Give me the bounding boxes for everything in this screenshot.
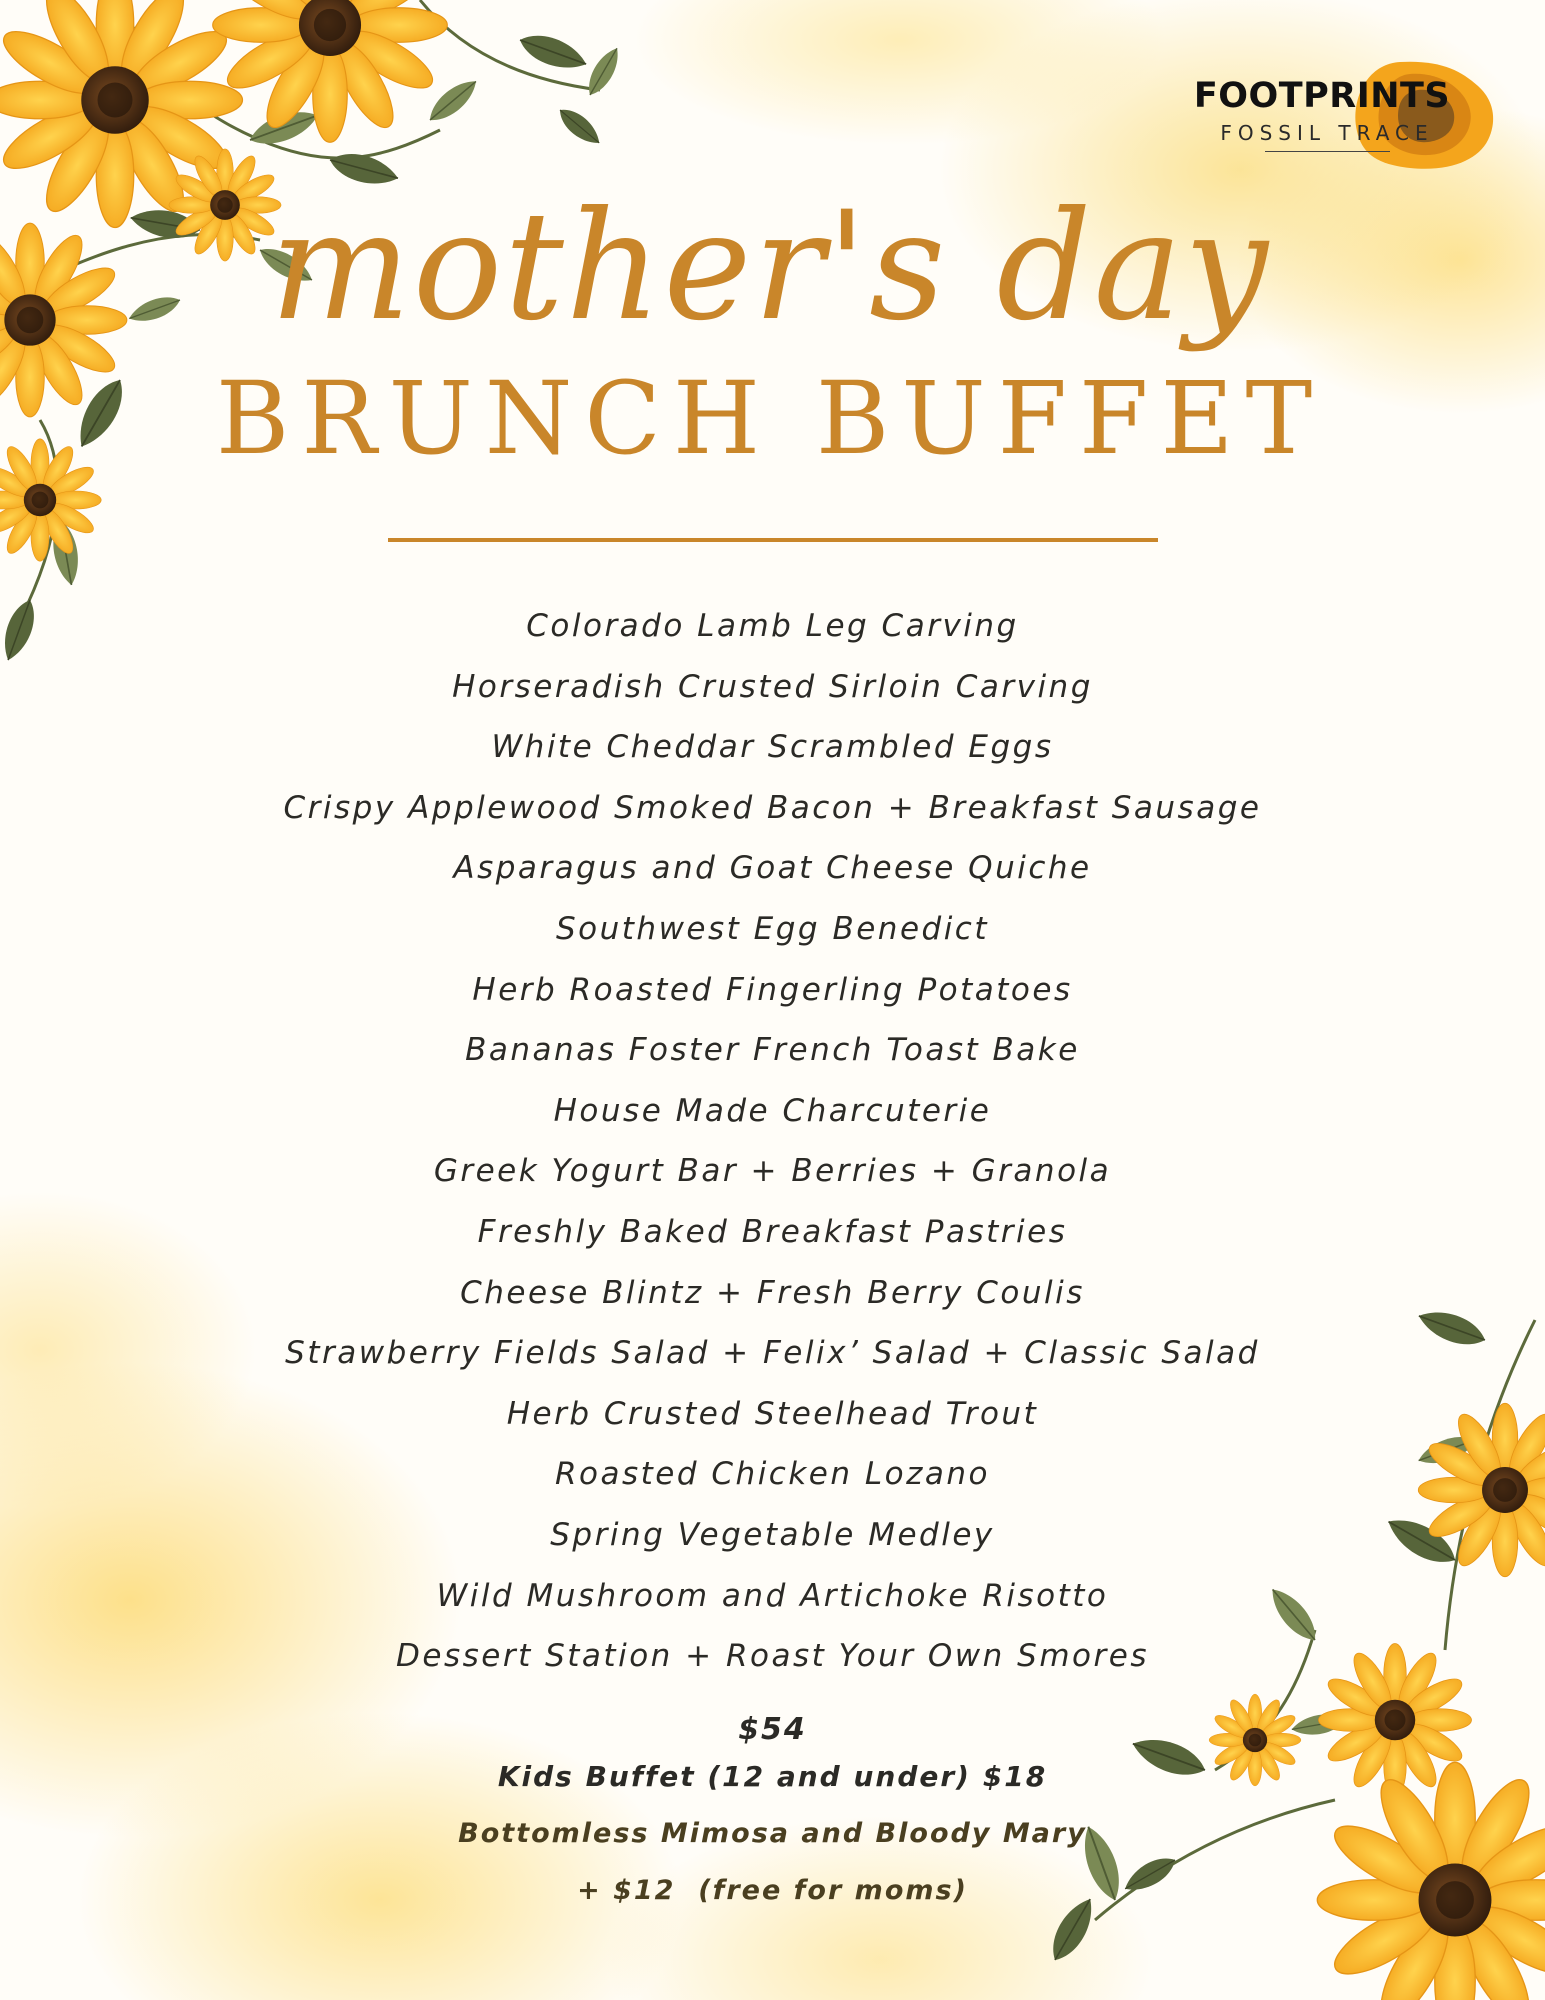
adult-price: $54	[738, 1712, 807, 1747]
menu-item: Horseradish Crusted Sirloin Carving	[452, 668, 1093, 705]
menu-item: Roasted Chicken Lozano	[554, 1456, 990, 1493]
menu-item: Spring Vegetable Medley	[550, 1516, 995, 1553]
kids-price: Kids Buffet (12 and under) $18	[497, 1760, 1048, 1793]
menu-item: Asparagus and Goat Cheese Quiche	[453, 850, 1092, 887]
script-heading	[240, 150, 1300, 370]
menu-item: Dessert Station + Roast Your Own Smores	[396, 1638, 1149, 1675]
menu-item: Bananas Foster French Toast Bake	[465, 1032, 1080, 1069]
menu-item: Strawberry Fields Salad + Felix’ Salad + Classic Salad	[285, 1335, 1260, 1372]
menu-item: Greek Yogurt Bar + Berries + Granola	[433, 1153, 1112, 1190]
menu-item: White Cheddar Scrambled Eggs	[491, 729, 1054, 766]
script-heading-text: mother's day	[270, 180, 1271, 354]
drinks-price: + $12 (free for moms)	[577, 1875, 968, 1906]
logo-subtitle: FOSSIL TRACE	[1220, 121, 1434, 145]
menu-item: Crispy Applewood Smoked Bacon + Breakfast Sausage	[283, 789, 1262, 826]
menu-item: Southwest Egg Benedict	[555, 910, 990, 947]
menu-item: Herb Roasted Fingerling Potatoes	[472, 971, 1073, 1008]
title-divider	[388, 538, 1158, 542]
page-title: BRUNCH BUFFET	[215, 360, 1325, 477]
menu-item: Colorado Lamb Leg Carving	[526, 608, 1019, 644]
drinks-offer: Bottomless Mimosa and Bloody Mary	[458, 1818, 1087, 1849]
menu-item: Freshly Baked Breakfast Pastries	[477, 1213, 1068, 1250]
menu-item: Cheese Blintz + Fresh Berry Coulis	[460, 1274, 1085, 1311]
menu-item: Herb Crusted Steelhead Trout	[506, 1395, 1039, 1432]
menu-list	[230, 596, 1315, 1687]
menu-item: Wild Mushroom and Artichoke Risotto	[436, 1577, 1109, 1614]
logo-title: FOOTPRINTS	[1193, 76, 1451, 116]
menu-item: House Made Charcuterie	[553, 1092, 992, 1129]
